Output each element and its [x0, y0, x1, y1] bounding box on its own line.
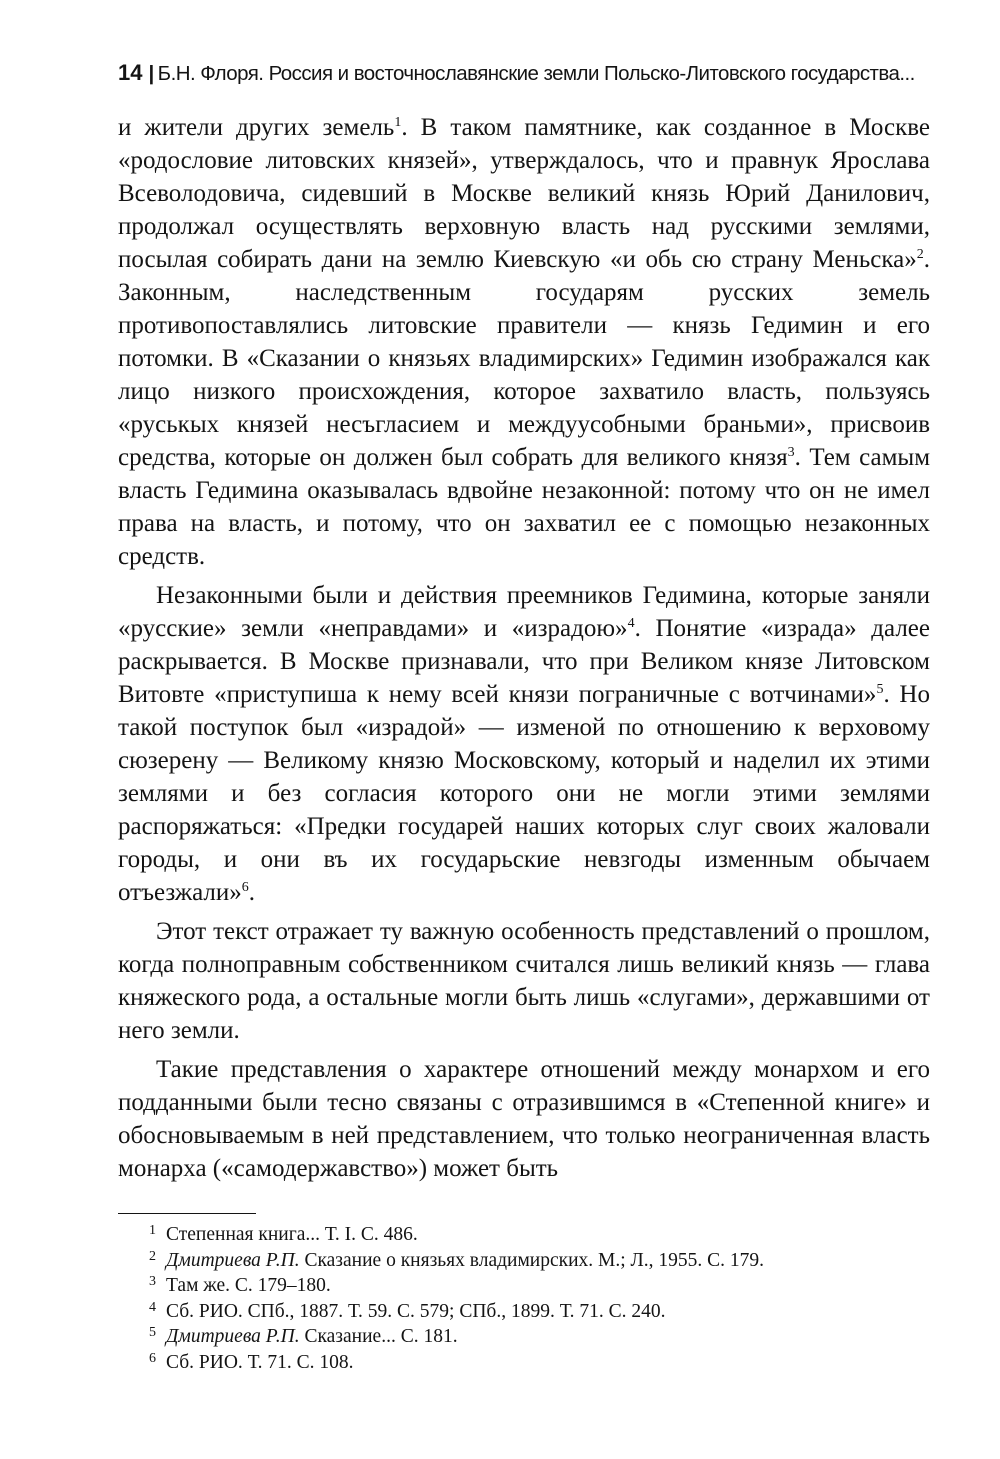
footnote-number: 4 — [149, 1299, 156, 1315]
header-separator: | — [148, 62, 154, 85]
footnote-ref: 4 — [627, 616, 635, 631]
footnote-ref: 1 — [394, 115, 402, 130]
footnote-ref: 3 — [787, 445, 795, 460]
footnotes — [118, 1222, 930, 1375]
paragraph-text: . Законным, наследственным государям русских земель противопоставлялись литовские правители — князь Гедимин и его потомки. В «Сказании о князьях владимирских» Гедимин изображался как лицо низкого происхождения, которое захватило власть, пользуясь «руськых князей несъгласием и междуусобными браньми», присвоив средства, которые он должен был собрать для великого князя — [118, 246, 930, 471]
footnote-text: Сказание о князьях владимирских. М.; Л., 1955. С. 179. — [299, 1249, 765, 1271]
footnote-ref: 6 — [241, 880, 249, 895]
footnote-number: 2 — [149, 1248, 156, 1264]
paragraph-text: и жители других земель — [118, 114, 395, 141]
paragraph-2 — [118, 579, 930, 909]
footnote-text: Степенная книга... Т. I. С. 486. — [166, 1224, 418, 1245]
main-text — [118, 111, 930, 1185]
paragraph-1 — [118, 111, 930, 573]
paragraph-text: . — [248, 879, 256, 906]
paragraph-text: Незаконными были и действия преемников Гедимина, которые заняли «русские» земли «неправдами» и «израдою» — [118, 582, 930, 642]
paragraph-4: Такие представления о характере отношений между монархом и его подданными были тесно связаны с отразившимся в «Степенной книге» и обосновываемым в ней представлением, что только неограниченная власть монарха («самодержавство») может быть — [118, 1056, 930, 1182]
footnote-divider — [118, 1213, 256, 1214]
footnote — [118, 1350, 930, 1376]
footnote — [118, 1248, 930, 1274]
footnote-number: 3 — [149, 1274, 156, 1289]
footnote-text: Сказание... С. 181. — [299, 1326, 458, 1347]
paragraph-text: . В таком памятнике, как созданное в Москве «родословие литовских князей», утверждалось, что и правнук Ярослава Всеволодовича, сидевший в Москве великий князь Юрий Данилович, продолжал осуществлять верховную власть над русскими землями, посылая собирать дани на землю Киевскую «и обь сю страну Меньска» — [118, 114, 930, 273]
footnote-ref: 5 — [876, 682, 884, 697]
footnote-author: Дмитриева Р.П. — [166, 1249, 300, 1271]
footnote-text: Там же. С. 179–180. — [166, 1275, 331, 1296]
footnote-text: Сб. РИО. Т. 71. С. 108. — [166, 1351, 354, 1373]
footnote-ref: 2 — [916, 247, 924, 262]
page-number: 14 — [118, 60, 143, 85]
paragraph-text: . Но такой поступок был «израдой» — изменой по отношению к верховому сюзерену — Великому князю Московскому, который и наделил их этими землями и без согласия которого они не могли этими землями распоряжаться: «Предки государей наших которых слуг своих жаловали городы, и они въ их государьские невзгоды изменным обычаем отъезжали» — [118, 681, 930, 906]
footnote — [118, 1324, 930, 1350]
paragraph-text: . Тем самым власть Гедимина оказывалась вдвойне незаконной: потому что он не имел права на власть, и потому, что он захватил ее с помощью незаконных средств. — [118, 444, 931, 570]
footnote-text: Сб. РИО. СПб., 1887. Т. 59. С. 579; СПб., 1899. Т. 71. С. 240. — [166, 1300, 666, 1322]
paragraph-3: Этот текст отражает ту важную особенность представлений о прошлом, когда полноправным собственником считался лишь великий князь — глава княжеского рода, а остальные могли быть лишь «слугами», державшими от него земли. — [118, 918, 930, 1044]
footnote — [118, 1273, 930, 1299]
footnote-number: 1 — [149, 1223, 156, 1238]
running-title: Б.Н. Флоря. Россия и восточнославянские земли Польско-Литовского государства... — [157, 62, 915, 85]
book-page — [118, 58, 930, 1375]
footnote-number: 6 — [149, 1350, 156, 1366]
footnote — [118, 1299, 930, 1325]
footnote-author: Дмитриева Р.П. — [166, 1326, 300, 1347]
footnote — [118, 1222, 930, 1248]
paragraph-text: . Понятие «израда» далее раскрывается. В Москве признавали, что при Великом князе Литовском Витовте «приступиша к нему всей князи пограничные с вотчинами» — [118, 615, 931, 708]
footnote-number: 5 — [149, 1325, 156, 1340]
running-header — [118, 58, 930, 89]
